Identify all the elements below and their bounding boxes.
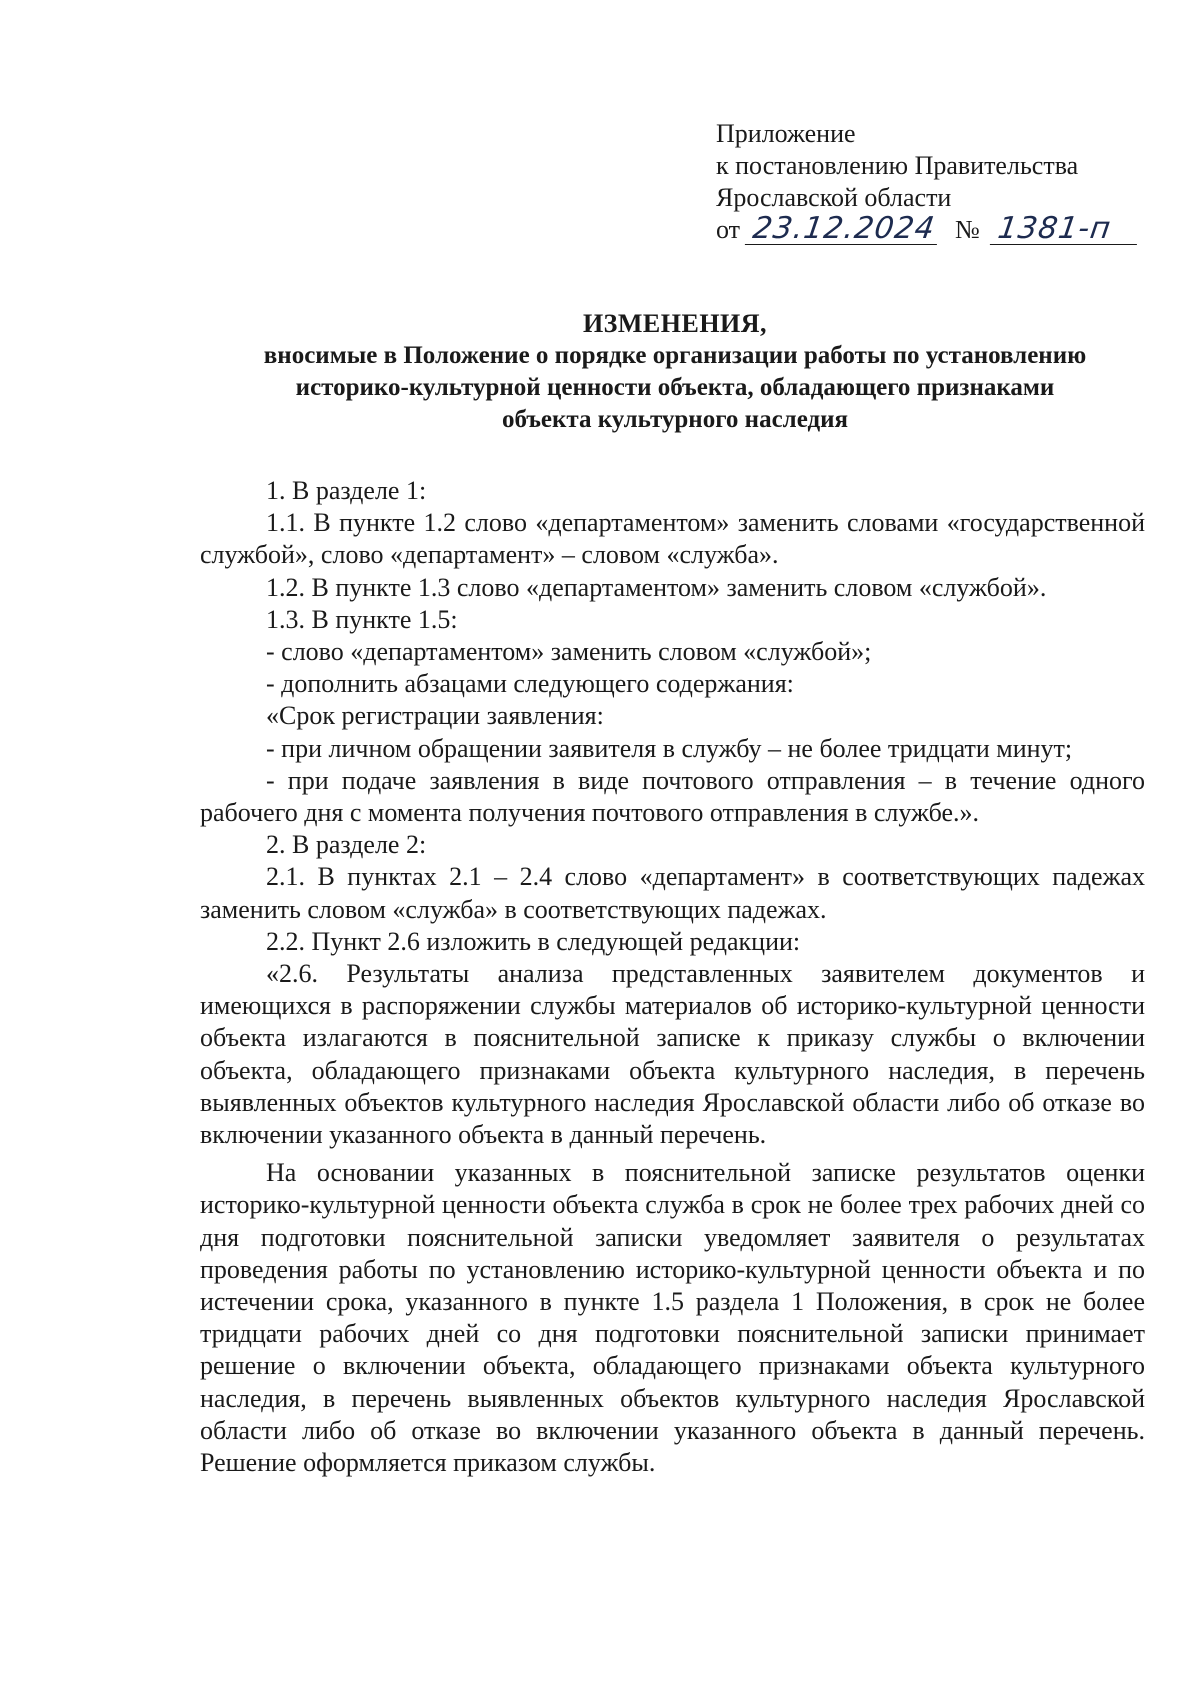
paragraph: 1. В разделе 1: [266, 476, 427, 505]
paragraph: 1.1. В пункте 1.2 слово «департаментом» заменить словами «государственной службой», слово «департамент» – словом «служба». [200, 508, 1145, 570]
paragraph: 2. В разделе 2: [266, 830, 427, 860]
handwritten-number: 1381-п [990, 214, 1141, 245]
approval-line-appendix: Приложение [716, 119, 856, 148]
approval-line-region: Ярославской области [716, 183, 952, 212]
paragraph: 2.1. В пунктах 2.1 – 2.4 слово «департамент» в соответствующих падежах заменить словом «служба» в соответствующих падежах. [200, 862, 1145, 924]
paragraph: - при подаче заявления в виде почтового отправления – в течение одного рабочего дня с момента получения почтового отправления в службе.». [200, 765, 1145, 828]
handwritten-date: 23.12.2024 [744, 214, 940, 245]
paragraph: - слово «департаментом» заменить словом «службой»; [266, 637, 872, 667]
from-label: от [716, 215, 741, 244]
paragraph: 2.2. Пункт 2.6 изложить в следующей редакции: [266, 926, 801, 956]
approval-line-resolution: к постановлению Правительства [716, 151, 1079, 180]
paragraph: На основании указанных в пояснительной записке результатов оценки историко-культурной ценности объекта служба в срок не более трех рабочих дней со дня подготовки пояснительной записки уведомляет заявителя о результатах проведения работы по установлению историко-культурной ценности объекта и по истечении срока, указанного в пункте 1.5 раздела 1 Положения, в срок не более тридцати рабочих дней со дня подготовки пояснительной записки принимает решение о включении объекта, обладающего признаками объекта культурного наследия, в перечень выявленных объектов культурного наследия Ярославской области либо об отказе во включении указанного объекта в данный перечень. Решение оформляется приказом службы. [200, 1158, 1145, 1478]
approval-block [716, 118, 1156, 246]
paragraph: 1.2. В пункте 1.3 слово «департаментом» заменить словом «службой». [266, 572, 1047, 602]
number-label: № [955, 215, 980, 244]
title-line-3: объекта культурного наследия [501, 406, 849, 433]
document-title [195, 308, 1155, 436]
paragraph: 1.3. В пункте 1.5: [266, 604, 458, 634]
paragraph: «Срок регистрации заявления: [266, 701, 604, 731]
title-main: ИЗМЕНЕНИЯ, [582, 309, 768, 338]
title-line-1: вносимые в Положение о порядке организации работы по установлению [263, 342, 1087, 369]
document-body [200, 475, 1145, 1479]
paragraph: - при личном обращении заявителя в службу – не более тридцати минут; [266, 733, 1073, 763]
title-line-2: историко-культурной ценности объекта, обладающего признаками [295, 374, 1055, 401]
paragraph: - дополнить абзацами следующего содержания: [266, 669, 794, 699]
approval-line-date-number [716, 211, 1156, 246]
paragraph: «2.6. Результаты анализа представленных заявителем документов и имеющихся в распоряжении службы материалов об историко-культурной ценности объекта излагаются в пояснительной записке к приказу службы о включении объекта, обладающего признаками объекта культурного наследия, в перечень выявленных объектов культурного наследия Ярославской области либо об отказе во включении указанного объекта в данный перечень. [200, 959, 1145, 1150]
